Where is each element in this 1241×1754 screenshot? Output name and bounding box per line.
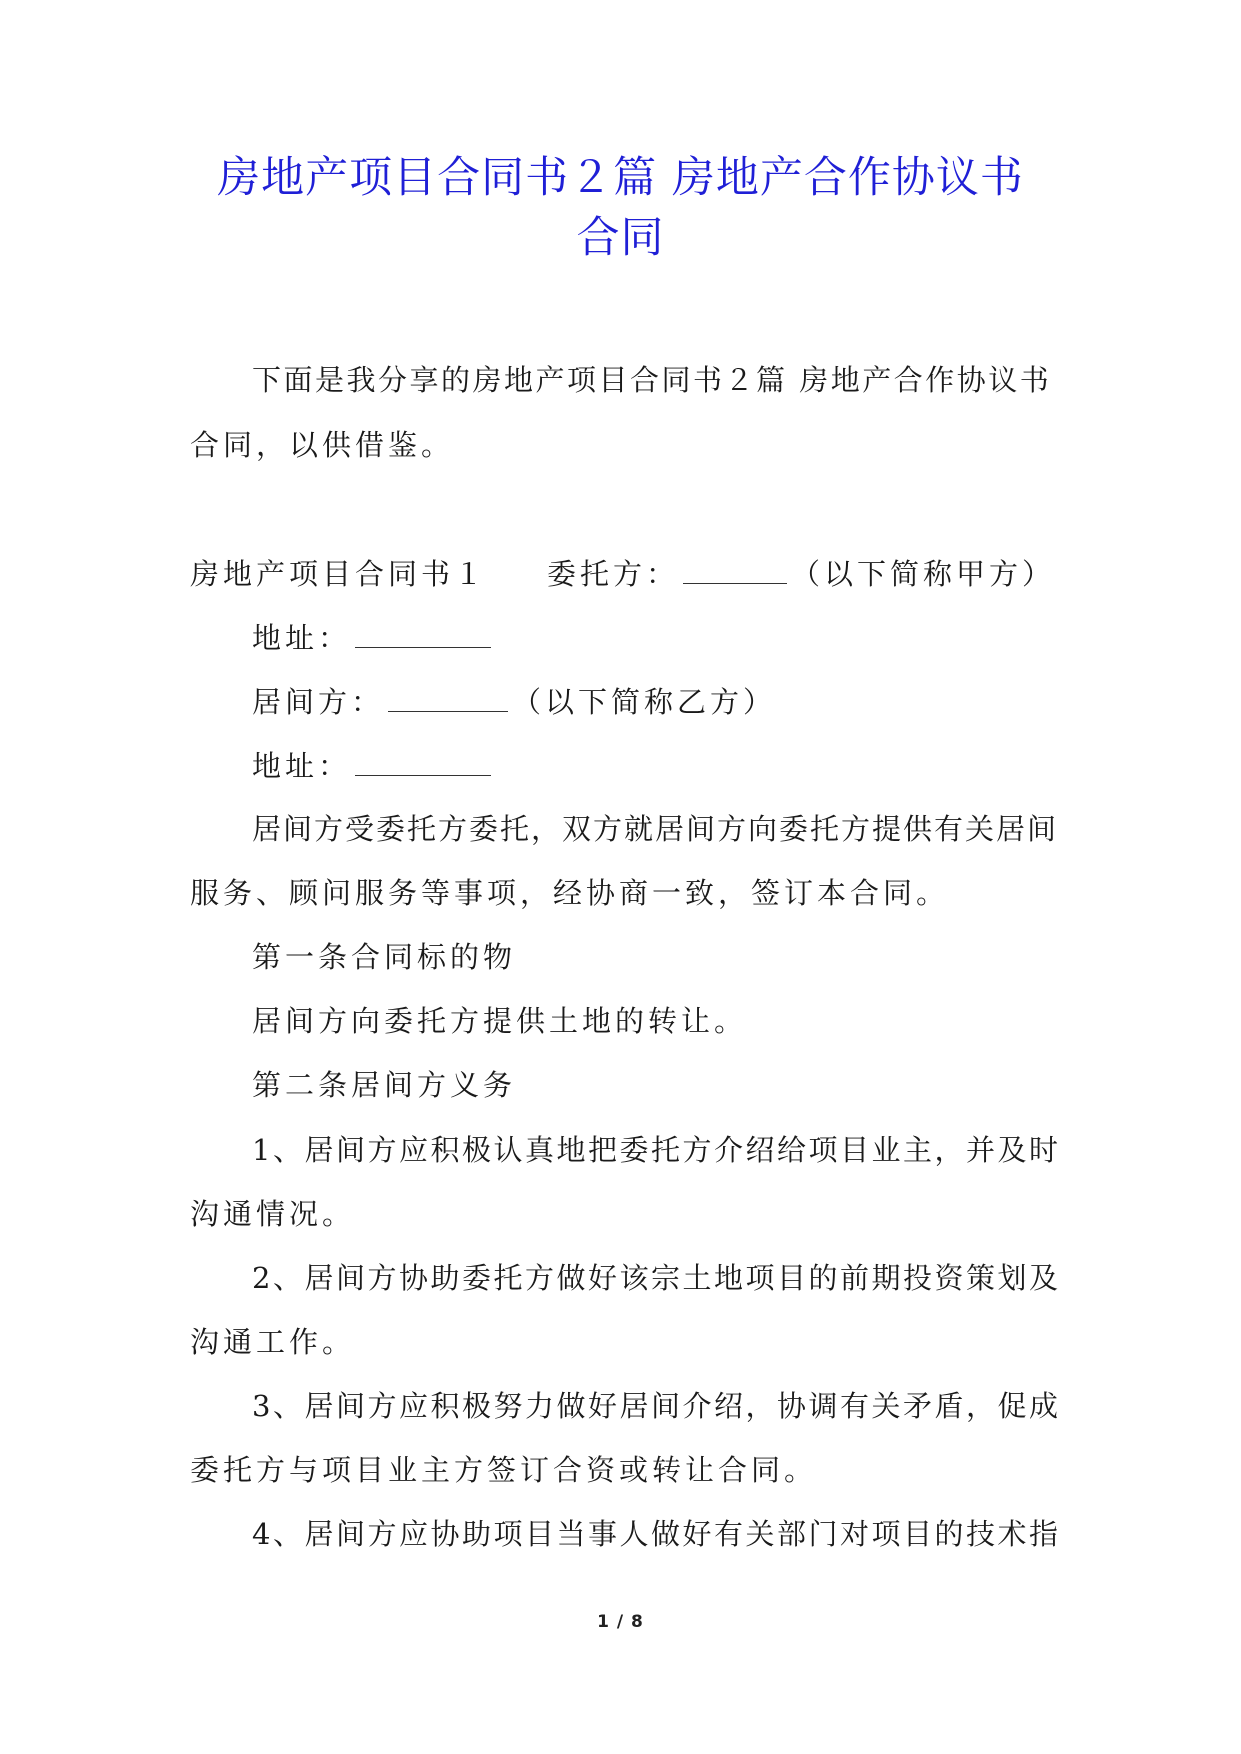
broker-blank	[388, 681, 508, 712]
section-heading: 房地产项目合同书１	[190, 557, 488, 591]
title-line-2: 合同	[576, 213, 665, 263]
item2-line-1: 2、居间方协助委托方做好该宗土地项目的前期投资策划及	[252, 1261, 1061, 1295]
address-label: 地址：	[252, 749, 352, 783]
page-number: 1 / 8	[597, 1612, 644, 1632]
item1-line-2: 沟通情况。	[190, 1197, 356, 1231]
broker-label: 居间方：	[252, 685, 385, 719]
address-label: 地址：	[252, 621, 352, 655]
article1-text: 居间方向委托方提供土地的转让。	[252, 1004, 748, 1038]
document-title	[160, 148, 1081, 268]
broker-note: （以下简称乙方）	[512, 685, 777, 719]
address-blank	[355, 745, 491, 776]
client-blank	[683, 553, 787, 584]
item4-line-1: 4、居间方应协助项目当事人做好有关部门对项目的技术指	[252, 1517, 1061, 1551]
address-blank	[355, 617, 491, 648]
address-row-1	[252, 617, 495, 658]
item1-line-1: 1、居间方应积极认真地把委托方介绍给项目业主，并及时	[252, 1133, 1061, 1167]
para1-line-2: 服务、顾问服务等事项，经协商一致，签订本合同。	[190, 876, 950, 910]
item3-line-1: 3、居间方应积极努力做好居间介绍，协调有关矛盾，促成	[252, 1389, 1061, 1423]
section-heading-row	[190, 553, 1055, 594]
address-row-2	[252, 745, 495, 786]
article2-heading: 第二条居间方义务	[252, 1068, 517, 1102]
title-line-1: 房地产项目合同书２篇 房地产合作协议书	[217, 153, 1024, 203]
article1-heading: 第一条合同标的物	[252, 940, 517, 974]
item2-line-2: 沟通工作。	[190, 1325, 356, 1359]
client-note: （以下简称甲方）	[791, 557, 1056, 591]
para1-line-1: 居间方受委托方委托，双方就居间方向委托方提供有关居间	[252, 812, 1059, 846]
intro-line-2: 合同，以供借鉴。	[190, 428, 455, 462]
client-label: 委托方：	[547, 557, 680, 591]
item3-line-2: 委托方与项目业主方签订合资或转让合同。	[190, 1453, 818, 1487]
broker-row	[252, 681, 776, 722]
intro-line-1: 下面是我分享的房地产项目合同书２篇 房地产合作协议书	[252, 363, 1052, 397]
